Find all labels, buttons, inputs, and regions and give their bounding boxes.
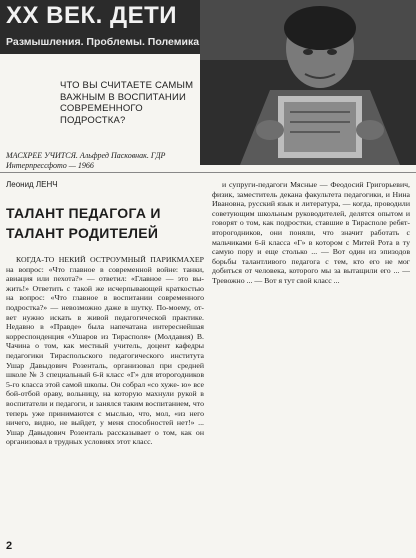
article-title: ТАЛАНТ ПЕДАГОГА И ТАЛАНТ РОДИТЕЛЕЙ (6, 205, 161, 241)
divider (0, 172, 416, 173)
article-column-left (6, 255, 204, 540)
section-header (0, 0, 200, 54)
page-number: 2 (6, 540, 13, 552)
article-text-left: КОГДА-ТО НЕКИЙ ОСТРОУМНЫЙ ПАРИКМАХЕР на вопрос: «Что главное в современной войне: танки, авиация или пехота?» — ответил: «Главное — это вы- жить!» Ответить с такой же исчерпывающей краткостью на вопрос: «Что главное в воспитании современного подростка?» — невозможно даже в шутку. По-моему, от- вет нужно искать в живой педагогической практике. Недавно в «Правде» была напечатана интереснейшая корреспонденция «Ушаров из Тирасполя» (Молдавия) В. Чачина о том, как местный учитель, доцент кафедры педагогики Тираспольского педагогического института Ушар Давыдович Розенталь, организовал при средней школе № 3 специальный 6-й класс «Г» для второгодников 5-го класса этой самой школы. Он собрал «со хуже- ю» все бой-отбой ораву, вольницу, на которую махнули рукой в воспитатели и педагоги, и занялся таким воспитанием, что теперь уже принимаются с мыслью, что, мол, «из него ничего, видно, не выйдет, у меня способностей нет!» ... Ушар Давыдович Розенталь рассказывает о том, как он организовал в трудных условиях этот класс. (6, 255, 204, 447)
article-column-right (212, 180, 410, 545)
article-text-right: и супруги-педагоги Мясные — Феодосий Григорьевич, физик, заместитель декана факультета педагогики, и Нина Ивановна, русский язык и литература, — когда, проводили советующим школьным руководителей, делятся опытом и говорят о том, как подростки, ставшие в Тирасполе ребят-второгодников, они поняли, что значит работать с мальчиками 6-й класса «Г» в котором с Митей Рота в ту самую пору и еще столько ... — Вот один из эпизодов борьбы талантливого педагога с тем, кто его не мог добиться от человека, которого мы за вытащили его ... — Тревожно ... — Вот я тут свой класс ... (212, 180, 410, 285)
section-subtitle: Размышления. Проблемы. Полемика (6, 36, 200, 48)
photo-illustration (200, 0, 416, 165)
editorial-question: ЧТО ВЫ СЧИТАЕТЕ САМЫМ ВАЖНЫМ В ВОСПИТАНИИ СОВРЕМЕННОГО ПОДРОСТКА? (60, 80, 194, 126)
photo-boy-with-book (200, 0, 416, 165)
section-title: XX ВЕК. ДЕТИ (6, 2, 178, 29)
photo-caption: МАСХРЕЕ УЧИТСЯ. Альфред Пасковнак. ГДР Интерпрессфото — 1966 (6, 151, 166, 170)
article-author: Леонид ЛЕНЧ (6, 180, 58, 189)
